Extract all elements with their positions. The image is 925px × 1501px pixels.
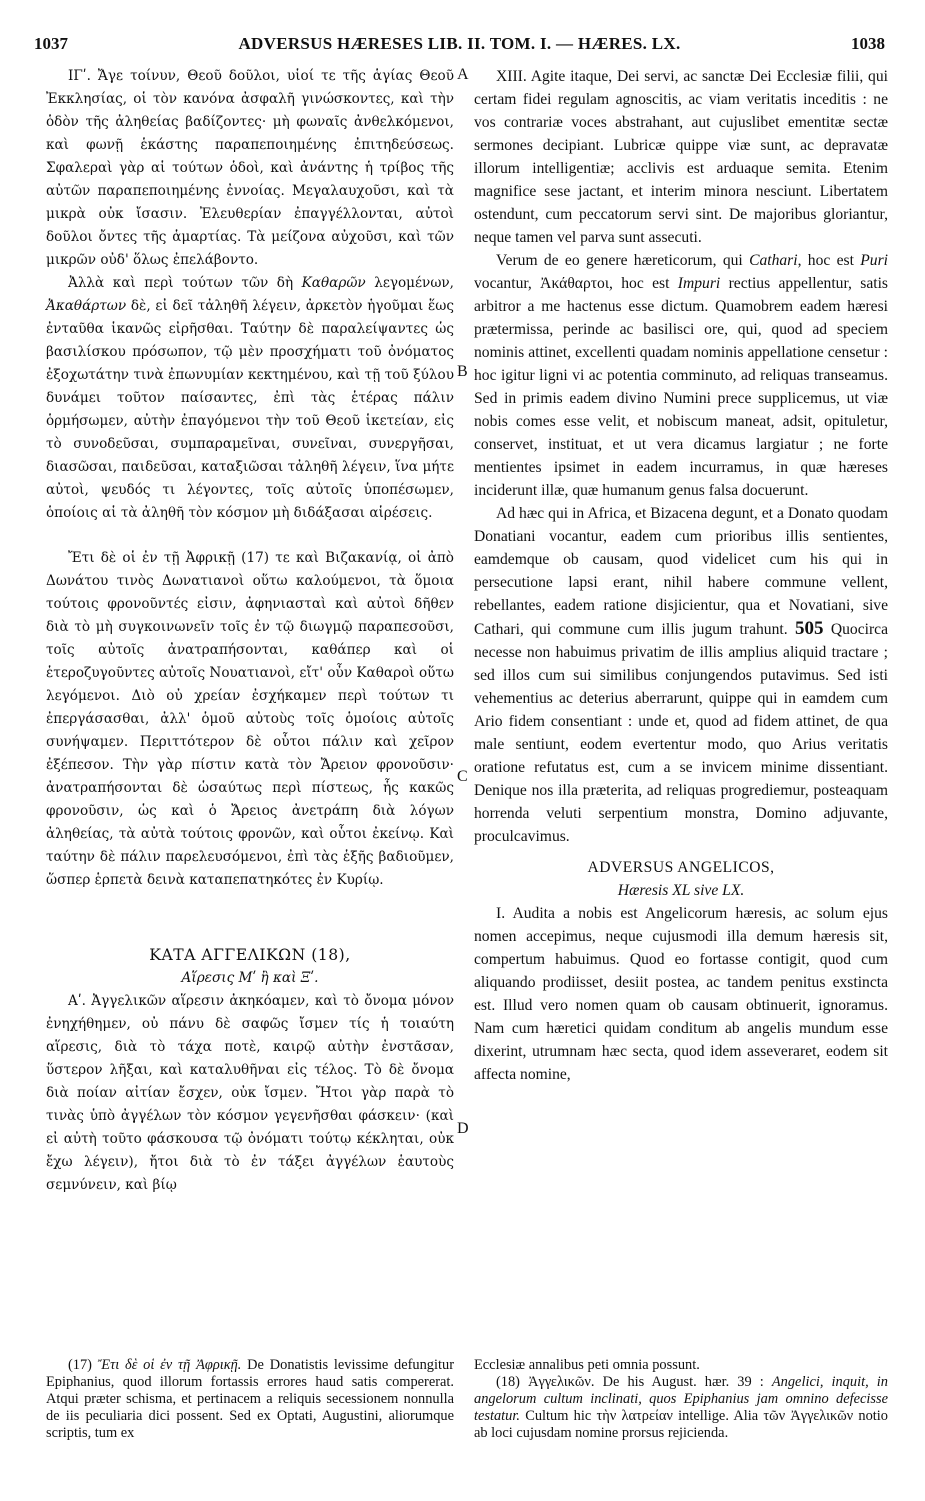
- latin-section-subheading: Hæresis XL sive LX.: [617, 882, 745, 899]
- greek-p2-text-a: Ἀλλὰ καὶ περὶ τούτων τῶν δὴ: [68, 275, 302, 291]
- footnote-18-quote: Angelici, inquit, in angelorum cultum inclinati, quos Epiphanius jam omnino defecisse testatur.: [474, 1374, 888, 1424]
- running-title: ADVERSUS HÆRESES LIB. II. TOM. I. — HÆRES. LX.: [238, 34, 681, 53]
- footnote-17-lemma: Ἔτι δὲ οἱ ἐν τῇ Ἀφρικῇ.: [97, 1357, 242, 1373]
- greek-p2-emphasis-2: Ἀκαθάρτων: [46, 298, 127, 314]
- latin-p2-text-b: , hoc est: [797, 252, 861, 269]
- latin-p2-text-c: vocantur, Ἀκάθαρτοι, hoc est: [474, 275, 678, 292]
- footnote-17-continuation: Ecclesiæ annalibus peti omnia possunt.: [474, 1357, 700, 1373]
- page-number-right: 1038: [851, 34, 885, 53]
- greek-paragraph-3: Ἔτι δὲ οἱ ἐν τῇ Ἀφρικῇ (17) τε καὶ Βιζακανίᾳ, οἱ ἀπὸ Δωνάτου τινὸς Δωνατιανοὶ οὕτω καλούμενοι, τὰ ὅμοια τούτοις φρονοῦντές εἰσιν, ἀφηνιασταὶ καὶ αὐτοὶ δῆθεν διὰ τὸ μὴ συγκοινωνεῖν τοῖς ἐν τῷ διωγμῷ παραπεσοῦσι, τοῖς αὐτοῖς ἀνατραπήσονται, καθάπερ καὶ οἱ ἑτεροζυγοῦντες αὐτοῖς Νουατιανοὶ, εἴτ' οὖν Καθαροὶ οὕτω λεγόμενοι. Διὸ οὐ χρείαν ἐσχήκαμεν περὶ τούτων τι ἐπεργάσασθαι, ἀλλ' ὁμοῦ αὐτοὺς τοῖς ὁμοίοις αὐτοῖς συνήψαμεν. Περιττότερον δὲ οὗτοι πάλιν καὶ χεῖρον ἐξέπεσον. Τὴν γὰρ πίστιν κατὰ τὸν Ἄρειον φρονοῦσιν· ἀνατραπήσονται δὲ ὡσαύτως περὶ πίστεως, ἧς κακῶς φρονοῦσιν, ὡς καὶ ὁ Ἄρειος ἀνετράπη διὰ λόγων ἀληθείας, τὰ αὐτὰ τούτοις φρονῶν, καὶ οὗτοι ἐκείνῳ. Καὶ ταύτην δὲ πάλιν παρελευσόμενοι, ἐπὶ τὰς ἑξῆς βαδιοῦμεν, ὥσπερ ἑρπετὰ δεινὰ καταπεπατηκότες ἐν Κυρίῳ.: [46, 550, 454, 888]
- latin-paragraph-3: [474, 502, 888, 848]
- latin-paragraph-1: XIII. Agite itaque, Dei servi, ac sanctæ Dei Ecclesiæ filii, qui certam fidei regulam agnoscitis, ac viam veritatis inceditis : ne vos contrariæ voces abstrahant, aut cujuslibet ementitæ sectæ sermones decipiant. Lubricæ quippe viæ sunt, ac depravatæ illorum intelligentiæ; acclivis est arduaque semita. Etenim magnifice sese jactant, et interim minora nesciunt. Libertatem ostendunt, cum peccatorum servi sint. De majoribus gloriantur, neque tamen vel parva sunt assecuti.: [474, 68, 888, 246]
- original-page-number-marker: 505: [794, 618, 824, 639]
- latin-p2-text-a: Verum de eo genere hæreticorum, qui: [496, 252, 750, 269]
- latin-p2-text-d: rectius appellentur, satis arbitror a me hactenus esse dictum. Quamobrem eadem hæresi prætermissa, perinde ac basilisci ore, qui, quod ad speciem nominis attinet, excellenti quadam nominis appellatione censetur : hoc igitur ligni vi ac potentia comminuto, ad reliquas transeamus. Sed in primis eadem divino Numini prece supplicemus, ut viæ nobis comes esse velit, et nobiscum maneat, adsit, opituletur, conservet, instituat, et ut vera dicamus largiatur ; ne forte mentientes ipsimet in eadem incurramus, in quæ hæreses inciderunt illæ, quæ humanum genus falsa docuerunt.: [474, 275, 888, 499]
- footnote-18-text-b: Cultum hic τὴν λατρείαν intellige. Alia τῶν Ἀγγελικῶν notio ab loci cujusdam nomine prorsus rejicienda.: [474, 1408, 888, 1441]
- greek-p2-text-c: δὲ, εἰ δεῖ τἀληθῆ λέγειν, ἀρκετὸν ἡγοῦμαι ἕως ἐνταῦθα ἱκανῶς εἰρῆσθαι. Ταύτην δὲ παραλείψαντες ὡς βασιλίσκου πρόσωπον, τῷ μὲν προσχήματι τοῦ ὀνόματος ἐξοχωτάτην τινὰ ἐπωνυμίαν κεκτημένου, καὶ τῇ τοῦ ξύλου δυνάμει τοῦτον παίσαντες, ἐπὶ τὰς ἑτέρας πάλιν ὁρμήσωμεν, αὐτὴν ἐπαγόμενοι τὴν τοῦ Θεοῦ ἱκετείαν, εἰς τὸ συνοδεῦσαι, συμπαραμεῖναι, συνεῖναι, συνεργῆσαι, διασῶσαι, παιδεῦσαι, καταξιῶσαι τἀληθῆ λέγειν, ἵνα μήτε αὐτοὶ, ψευδός τι λέγοντες, τοῖς αὐτοῖς ὑποπέσωμεν, ὁποίοις αἱ τὰ ἀληθῆ τὸν κόσμον μὴ διδάξασαι αἱρέσεις.: [46, 298, 454, 521]
- footnote-18: [474, 1374, 888, 1442]
- footnote-17-number: (17): [68, 1357, 98, 1373]
- margin-letter-b: B: [457, 363, 468, 380]
- footnote-18-text-a: (18) Ἀγγελικῶν. De his August. hær. 39 :: [496, 1374, 772, 1390]
- greek-p2-emphasis-1: Καθαρῶν: [301, 275, 366, 291]
- latin-column: [474, 65, 888, 1086]
- footnote-17: [46, 1357, 454, 1442]
- greek-paragraph-4: Αʹ. Ἀγγελικῶν αἵρεσιν ἀκηκόαμεν, καὶ τὸ ὄνομα μόνον ἐνηχήθημεν, οὐ πάνυ δὲ σαφῶς ἴσμεν τίς ἡ τοιαύτη αἵρεσις, διὰ τὸ τάχα ποτὲ, καιρῷ αὐτὴν ἐνστᾶσαν, ὕστερον λῆξαι, καὶ καταλυθῆναι εἰς τέλος. Τὸ δὲ ὄνομα διὰ ποίαν αἰτίαν ἔσχεν, οὐκ ἴσμεν. Ἤτοι γὰρ παρὰ τὸ τινὰς ὑπὸ ἀγγέλων τὸν κόσμον γεγενῆσθαι φάσκειν· (καὶ εἰ αὐτὴ τοῦτο φάσκουσα τῷ ὀνόματι τούτῳ κέκληται, οὐκ ἔχω λέγειν), ἤτοι διὰ τὸ ἐν τάξει ἀγγέλων ἑαυτοὺς σεμνύνειν, καὶ βίῳ: [46, 993, 454, 1193]
- latin-p2-emphasis-3: Impuri: [677, 275, 721, 292]
- margin-letter-a: A: [457, 66, 469, 83]
- latin-p2-emphasis-2: Puri: [860, 252, 888, 269]
- greek-paragraph-2: [46, 272, 454, 525]
- margin-letter-d: D: [457, 1120, 469, 1137]
- page-number-left: 1037: [34, 34, 68, 53]
- greek-section-subheading: Αἵρεσις Μʹ ἢ καὶ Ξʹ.: [181, 970, 319, 986]
- latin-paragraph-2: [474, 249, 888, 502]
- latin-p3-text-b: Quocirca necesse non habuimus privatim de illis amplius aliquid tractare ; sed illos cum sui similibus conjungendos putavimus. Sed isti vehementius ac deterius aberrarunt, quippe qui in eamdem cum Ario fidem consentiant : unde et, quod ad fidem attinet, de qua male sentiunt, eodem evertentur modo, quo Arius veritatis oratione refutatus est, cum a se invicem minime dissentiant. Denique nos illa præterita, ad reliquas progrediemur, posteaquam horrenda veluti serpentium monstra, Domino adjuvante, proculcavimus.: [474, 621, 888, 845]
- margin-letter-c: C: [457, 768, 468, 785]
- greek-paragraph-1: ΙΓʹ. Ἄγε τοίνυν, Θεοῦ δοῦλοι, υἱοί τε τῆς ἁγίας Θεοῦ Ἐκκλησίας, οἱ τὸν κανόνα ἀσφαλῆ γινώσκοντες, καὶ τὴν ὁδὸν τῆς ἀληθείας βαδίζοντες· μὴ φωναῖς ἀνθελκόμενοι, καὶ φωνῇ ἑκάστης παραπεποιημένης ἐπιτηδεύσεως. Σφαλεραὶ γὰρ αἱ τούτων ὁδοὶ, καὶ ἀνάντης ἡ τρίβος τῆς αὐτῶν παραπεποιημένης ἐννοίας. Μεγαλαυχοῦσι, καὶ τὰ μικρὰ οὐκ ἴσασιν. Ἐλευθερίαν ἐπαγγέλλονται, αὐτοὶ δοῦλοι ὄντες τῆς ἁμαρτίας. Τὰ μείζονα αὐχοῦσι, καὶ τῶν μικρῶν οὐδ' ὅλως ἐπελάβοντο.: [46, 68, 454, 268]
- footnote-left: [46, 1357, 454, 1442]
- latin-paragraph-4: I. Audita a nobis est Angelicorum hæresis, ac solum ejus nomen accepimus, neque cujusmodi illa demum hæresis sit, compertum habuimus. Quod eo fortasse contigit, quod cum aliquando prodiisset, desiit postea, ac tandem penitus exstincta est. Illud vero nomen quam ob causam obtinuerit, ignoramus. Nam cum hæretici quidam conditum ab angelis mundum esse dixerint, utrumnam hæc secta, quod idem asseveraret, eodem sit affecta nomine,: [474, 905, 888, 1083]
- footnote-right: [474, 1357, 888, 1442]
- latin-p2-emphasis-1: Cathari: [749, 252, 798, 269]
- greek-section-heading: ΚΑΤΑ ΑΓΓΕΛΙΚΩΝ (18),: [149, 946, 351, 964]
- footnote-17-text: De Donatistis levissime defungitur Epiphanius, quod illorum fortassis errores haud satis compererat. Atqui præter schisma, et pertinacem a reliquis secessionem nonnulla de iis peculiaria dici possent. Sed ex Optati, Augustini, aliorumque scriptis, tum ex: [46, 1357, 454, 1441]
- greek-column: [46, 65, 454, 1197]
- latin-p3-text-a: Ad hæc qui in Africa, et Bizacena degunt, et a Donato quodam Donatiani vocantur, eadem cum prioribus illis sentientes, eamdemque ob causam, quod videlicet cum his qui in persecutione lapsi erant, nihil habere commune vellent, rebellantes, eadem ratione disjicientur, qua et Novatiani, sive Cathari, qui commune cum illis jugum trahunt.: [474, 505, 888, 638]
- page-header: [34, 34, 885, 58]
- latin-section-heading: ADVERSUS ANGELICOS,: [587, 859, 775, 876]
- greek-p2-text-b: λεγομένων,: [365, 275, 454, 291]
